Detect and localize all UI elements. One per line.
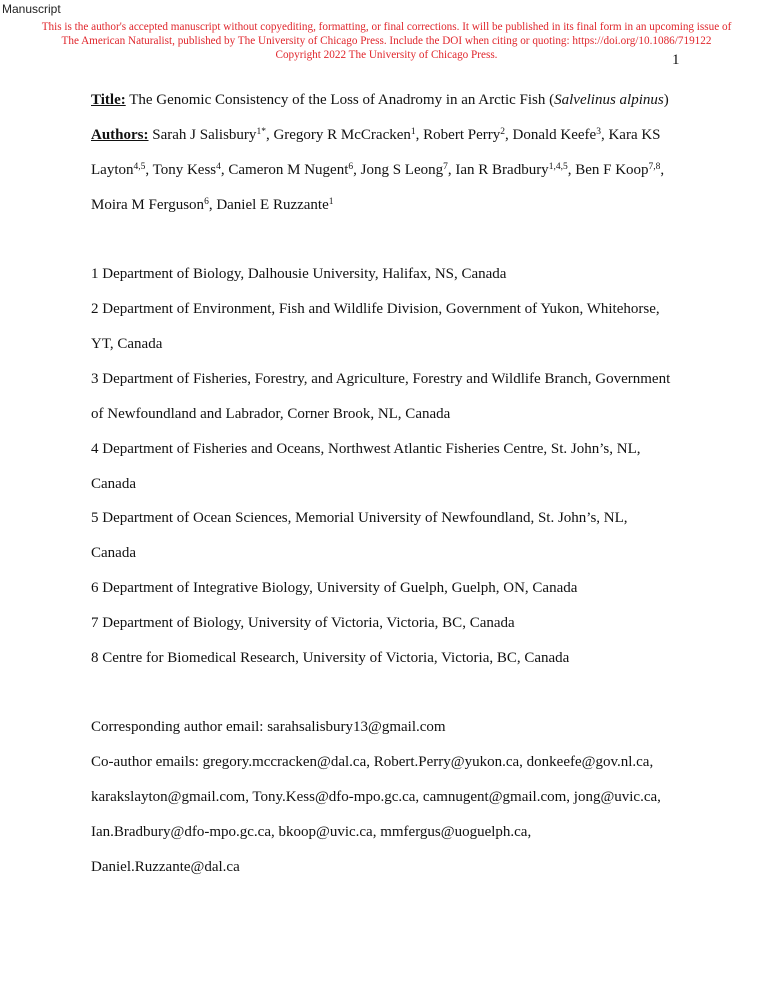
manuscript-corner-label: Manuscript bbox=[2, 2, 61, 16]
authors-label: Authors: bbox=[91, 127, 149, 143]
author-name: Gregory R McCracken bbox=[273, 127, 411, 143]
title-label: Title: bbox=[91, 92, 126, 108]
author-name: Tony Kess bbox=[152, 162, 217, 178]
coauthor-emails-line: Ian.Bradbury@dfo-mpo.gc.ca, bkoop@uvic.ca, mmfergus@uoguelph.ca, bbox=[91, 824, 532, 840]
affiliation-line: 8 Centre for Biomedical Research, University of Victoria, Victoria, BC, Canada bbox=[91, 650, 570, 666]
title-close-paren: ) bbox=[663, 92, 669, 108]
title-species: Salvelinus alpinus bbox=[554, 92, 664, 108]
authors-line-1: Authors: Sarah J Salisbury$^{1*}$, Gregory R McCracken$^1$, Robert Perry$^2$, Donald Keefe$^3$, Kara KS bbox=[91, 127, 661, 143]
affiliation-line: 5 Department of Ocean Sciences, Memorial University of Newfoundland, St. John’s, NL, bbox=[91, 510, 628, 526]
notice-line-3: Copyright 2022 The University of Chicago Press. bbox=[275, 49, 498, 61]
affiliation-line: Canada bbox=[91, 476, 136, 492]
affiliation-line: 7 Department of Biology, University of Victoria, Victoria, BC, Canada bbox=[91, 615, 515, 631]
copyright-notice bbox=[0, 20, 773, 62]
page-number: 1 bbox=[672, 52, 680, 68]
author-name: Robert Perry bbox=[423, 127, 501, 143]
author-affiliation: 7,8 bbox=[648, 162, 661, 172]
corresponding-author-email: Corresponding author email: sarahsalisbury13@gmail.com bbox=[91, 719, 446, 735]
affiliation-line: YT, Canada bbox=[91, 336, 163, 352]
coauthor-emails-line: karakslayton@gmail.com, Tony.Kess@dfo-mpo.gc.ca, camnugent@gmail.com, jong@uvic.ca, bbox=[91, 789, 661, 805]
authors-line-2: Layton$^{4,5}$, Tony Kess$^4$, Cameron M Nugent$^6$, Jong S Leong$^7$, Ian R Bradbury$^{1,4,5}$, Ben F Koop$^{7,8}$, bbox=[91, 162, 665, 178]
author-name: Layton bbox=[91, 162, 134, 178]
author-affiliation: 3 bbox=[596, 127, 601, 137]
affiliation-line: Canada bbox=[91, 545, 136, 561]
authors-line-3: Moira M Ferguson$^6$, Daniel E Ruzzante$^1$ bbox=[91, 197, 334, 213]
title-line bbox=[91, 92, 669, 109]
author-affiliation: 4,5 bbox=[133, 162, 146, 172]
author-affiliation: 6 bbox=[204, 197, 209, 207]
author-name: Jong S Leong bbox=[360, 162, 444, 178]
affiliation-line: 6 Department of Integrative Biology, University of Guelph, Guelph, ON, Canada bbox=[91, 580, 578, 596]
author-name: Ian R Bradbury bbox=[455, 162, 549, 178]
author-affiliation: 4 bbox=[216, 162, 221, 172]
coauthor-emails-line: Co-author emails: gregory.mccracken@dal.ca, Robert.Perry@yukon.ca, donkeefe@gov.nl.ca, bbox=[91, 754, 654, 770]
author-affiliation: 7 bbox=[443, 162, 448, 172]
affiliation-line: 4 Department of Fisheries and Oceans, Northwest Atlantic Fisheries Centre, St. John’s, NL, bbox=[91, 441, 641, 457]
affiliation-line: 2 Department of Environment, Fish and Wildlife Division, Government of Yukon, Whitehorse, bbox=[91, 301, 660, 317]
author-affiliation: 1* bbox=[256, 127, 266, 137]
notice-line-1: This is the author's accepted manuscript without copyediting, formatting, or final corrections. It will be published in its final form in an upcoming issue of bbox=[41, 21, 732, 33]
affiliation-line: 1 Department of Biology, Dalhousie University, Halifax, NS, Canada bbox=[91, 266, 507, 282]
coauthor-emails-line: Daniel.Ruzzante@dal.ca bbox=[91, 859, 240, 875]
author-name: Daniel E Ruzzante bbox=[216, 197, 329, 213]
author-name: Donald Keefe bbox=[512, 127, 597, 143]
author-name: Sarah J Salisbury bbox=[152, 127, 257, 143]
author-name: Ben F Koop bbox=[575, 162, 649, 178]
affiliation-line: 3 Department of Fisheries, Forestry, and Agriculture, Forestry and Wildlife Branch, Government bbox=[91, 371, 671, 387]
author-name: Moira M Ferguson bbox=[91, 197, 205, 213]
title-text: The Genomic Consistency of the Loss of Anadromy in an Arctic Fish ( bbox=[129, 92, 555, 108]
author-name: Cameron M Nugent bbox=[228, 162, 349, 178]
author-affiliation: 1 bbox=[410, 127, 416, 137]
notice-line-2: The American Naturalist, published by The University of Chicago Press. Include the DOI when citing or quoting: https://doi.org/10.1086/719122 bbox=[61, 35, 712, 47]
author-affiliation: 1 bbox=[328, 197, 334, 207]
author-affiliation: 2 bbox=[500, 127, 505, 137]
author-name: Kara KS bbox=[608, 127, 661, 143]
author-affiliation: 6 bbox=[348, 162, 354, 172]
author-affiliation: 1,4,5 bbox=[548, 162, 568, 172]
affiliation-line: of Newfoundland and Labrador, Corner Brook, NL, Canada bbox=[91, 406, 451, 422]
